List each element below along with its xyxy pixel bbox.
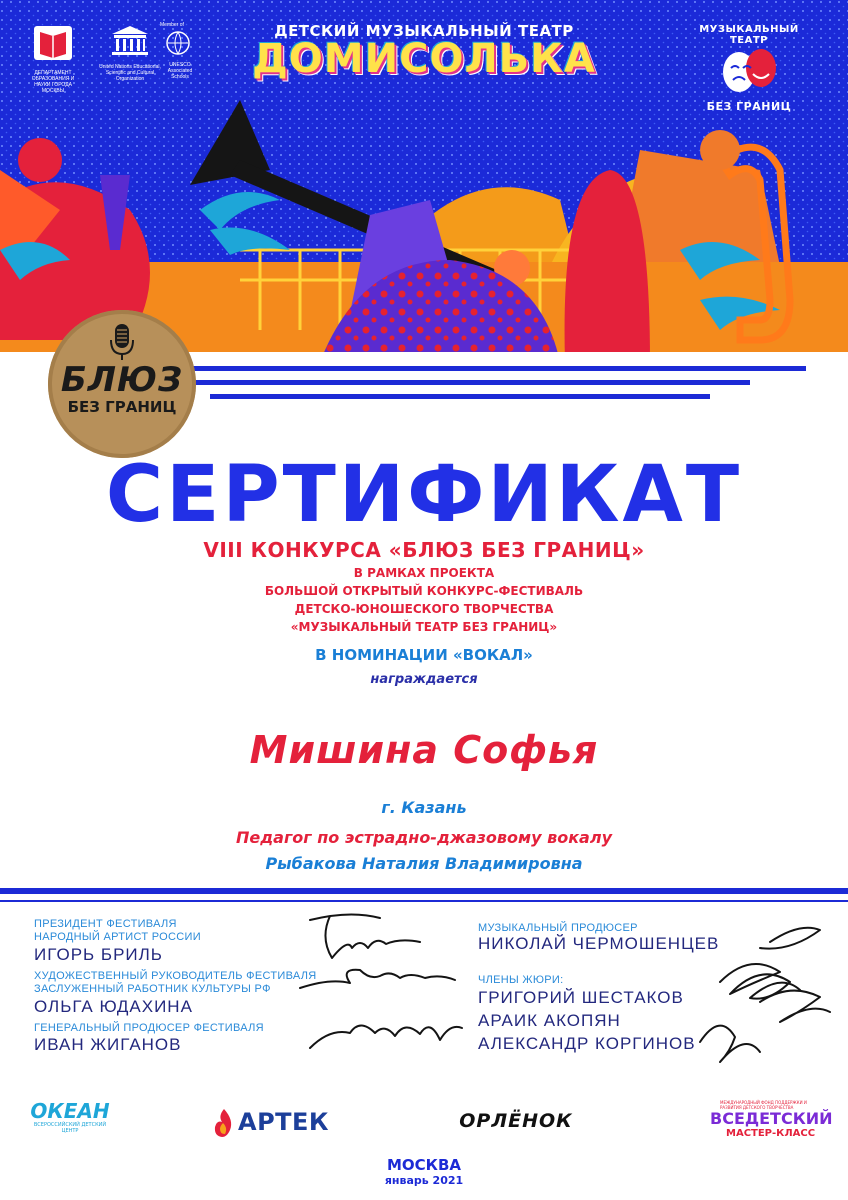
teacher-name: Рыбакова Наталия Владимировна — [265, 854, 583, 873]
theatre-masks-icon — [709, 46, 789, 96]
teacher-role: Педагог по эстрадно-джазовому вокалу — [235, 828, 612, 847]
education-department-caption: ДЕПАРТАМЕНТ ОБРАЗОВАНИЯ И НАУКИ ГОРОДА МОСКВЫ — [31, 70, 75, 94]
certificate-title: СЕРТИФИКАТ — [105, 450, 743, 540]
blues-badge — [48, 310, 196, 458]
project-line-2: БОЛЬШОЙ ОТКРЫТЫЙ КОНКУРС-ФЕСТИВАЛЬ — [264, 584, 584, 598]
unesco-caption: United Nations Educational, Scientific and Cultural Organization — [99, 64, 161, 82]
signatory-3-name: ИВАН ЖИГАНОВ — [34, 1035, 182, 1054]
signatory-3-role-1: ГЕНЕРАЛЬНЫЙ ПРОДЮСЕР ФЕСТИВАЛЯ — [34, 1022, 264, 1034]
decor-stripe-1 — [170, 366, 806, 371]
asp-caption: UNESCO Associated Schools — [167, 62, 193, 80]
jury-member-3: АЛЕКСАНДР КОРГИНОВ — [478, 1034, 696, 1053]
badge-line-2: БЕЗ ГРАНИЦ — [67, 398, 177, 416]
badge-line-1: БЛЮЗ — [60, 360, 184, 400]
vsedetsky-top: МЕЖДУНАРОДНЫЙ ФОНД ПОДДЕРЖКИ И РАЗВИТИЯ ДЕТСКОГО ТВОРЧЕСТВА — [720, 1100, 807, 1110]
decor-stripe-2 — [190, 380, 750, 385]
brand-logo-text: ДОМИСОЛЬКА — [252, 36, 596, 82]
contest-line: VIII КОНКУРСА «БЛЮЗ БЕЗ ГРАНИЦ» — [203, 538, 645, 562]
signatory-1-role-2: НАРОДНЫЙ АРТИСТ РОССИИ — [34, 931, 201, 943]
producer-name: НИКОЛАЙ ЧЕРМОШЕНЦЕВ — [478, 934, 720, 953]
jury-member-1: ГРИГОРИЙ ШЕСТАКОВ — [478, 988, 684, 1007]
festival-logo — [684, 24, 814, 124]
okean-logo-text: ОКЕАН — [30, 1099, 110, 1123]
footer-city: МОСКВА — [387, 1156, 461, 1174]
artek-logo-text: АРТЕК — [238, 1108, 330, 1136]
signatures-left — [290, 908, 470, 1068]
recipient-city: г. Казань — [381, 798, 467, 817]
signatory-2-name: ОЛЬГА ЮДАХИНА — [34, 997, 193, 1016]
master-class-text: МАСТЕР-КЛАСС — [726, 1128, 816, 1139]
jury-member-2: АРАИК АКОПЯН — [478, 1011, 621, 1030]
okean-logo — [30, 1100, 110, 1142]
vsedetsky-text: ВСЕДЕТСКИЙ — [710, 1109, 833, 1128]
signatory-2-role-1: ХУДОЖЕСТВЕННЫЙ РУКОВОДИТЕЛЬ ФЕСТИВАЛЯ — [34, 970, 317, 982]
okean-subtext: ВСЕРОССИЙСКИЙ ДЕТСКИЙ ЦЕНТР — [33, 1122, 107, 1134]
flame-icon — [212, 1108, 236, 1138]
footer-date: январь 2021 — [384, 1174, 464, 1187]
recipient-name: Мишина Софья — [249, 728, 599, 772]
nomination-line: В НОМИНАЦИИ «ВОКАЛ» — [315, 646, 533, 664]
awarded-line: награждается — [370, 672, 478, 687]
divider-thin — [0, 900, 848, 902]
member-of-label: Member of — [160, 22, 184, 28]
festival-logo-top: МУЗЫКАЛЬНЫЙ ТЕАТР — [699, 24, 799, 46]
microphone-icon — [102, 322, 142, 362]
producer-role: МУЗЫКАЛЬНЫЙ ПРОДЮСЕР — [478, 922, 638, 934]
signatures-right — [690, 912, 840, 1092]
project-line-4: «МУЗЫКАЛЬНЫЙ ТЕАТР БЕЗ ГРАНИЦ» — [290, 620, 558, 634]
artek-logo — [212, 1106, 342, 1142]
vsedetsky-logo — [700, 1100, 833, 1146]
decor-stripe-3 — [210, 394, 710, 399]
signatory-1-role-1: ПРЕЗИДЕНТ ФЕСТИВАЛЯ — [34, 918, 177, 930]
orlyonok-logo-text: ОРЛЁНОК — [459, 1110, 573, 1132]
festival-logo-bottom: БЕЗ ГРАНИЦ — [706, 100, 792, 113]
theatre-line: ДЕТСКИЙ МУЗЫКАЛЬНЫЙ ТЕАТР — [274, 22, 574, 40]
signatory-1-name: ИГОРЬ БРИЛЬ — [34, 945, 163, 964]
divider-top — [0, 888, 848, 894]
project-line-3: ДЕТСКО-ЮНОШЕСКОГО ТВОРЧЕСТВА — [294, 602, 554, 616]
signatory-2-role-2: ЗАСЛУЖЕННЫЙ РАБОТНИК КУЛЬТУРЫ РФ — [34, 983, 271, 995]
jury-role: ЧЛЕНЫ ЖЮРИ: — [478, 974, 564, 986]
project-line-1: В РАМКАХ ПРОЕКТА — [353, 566, 495, 580]
